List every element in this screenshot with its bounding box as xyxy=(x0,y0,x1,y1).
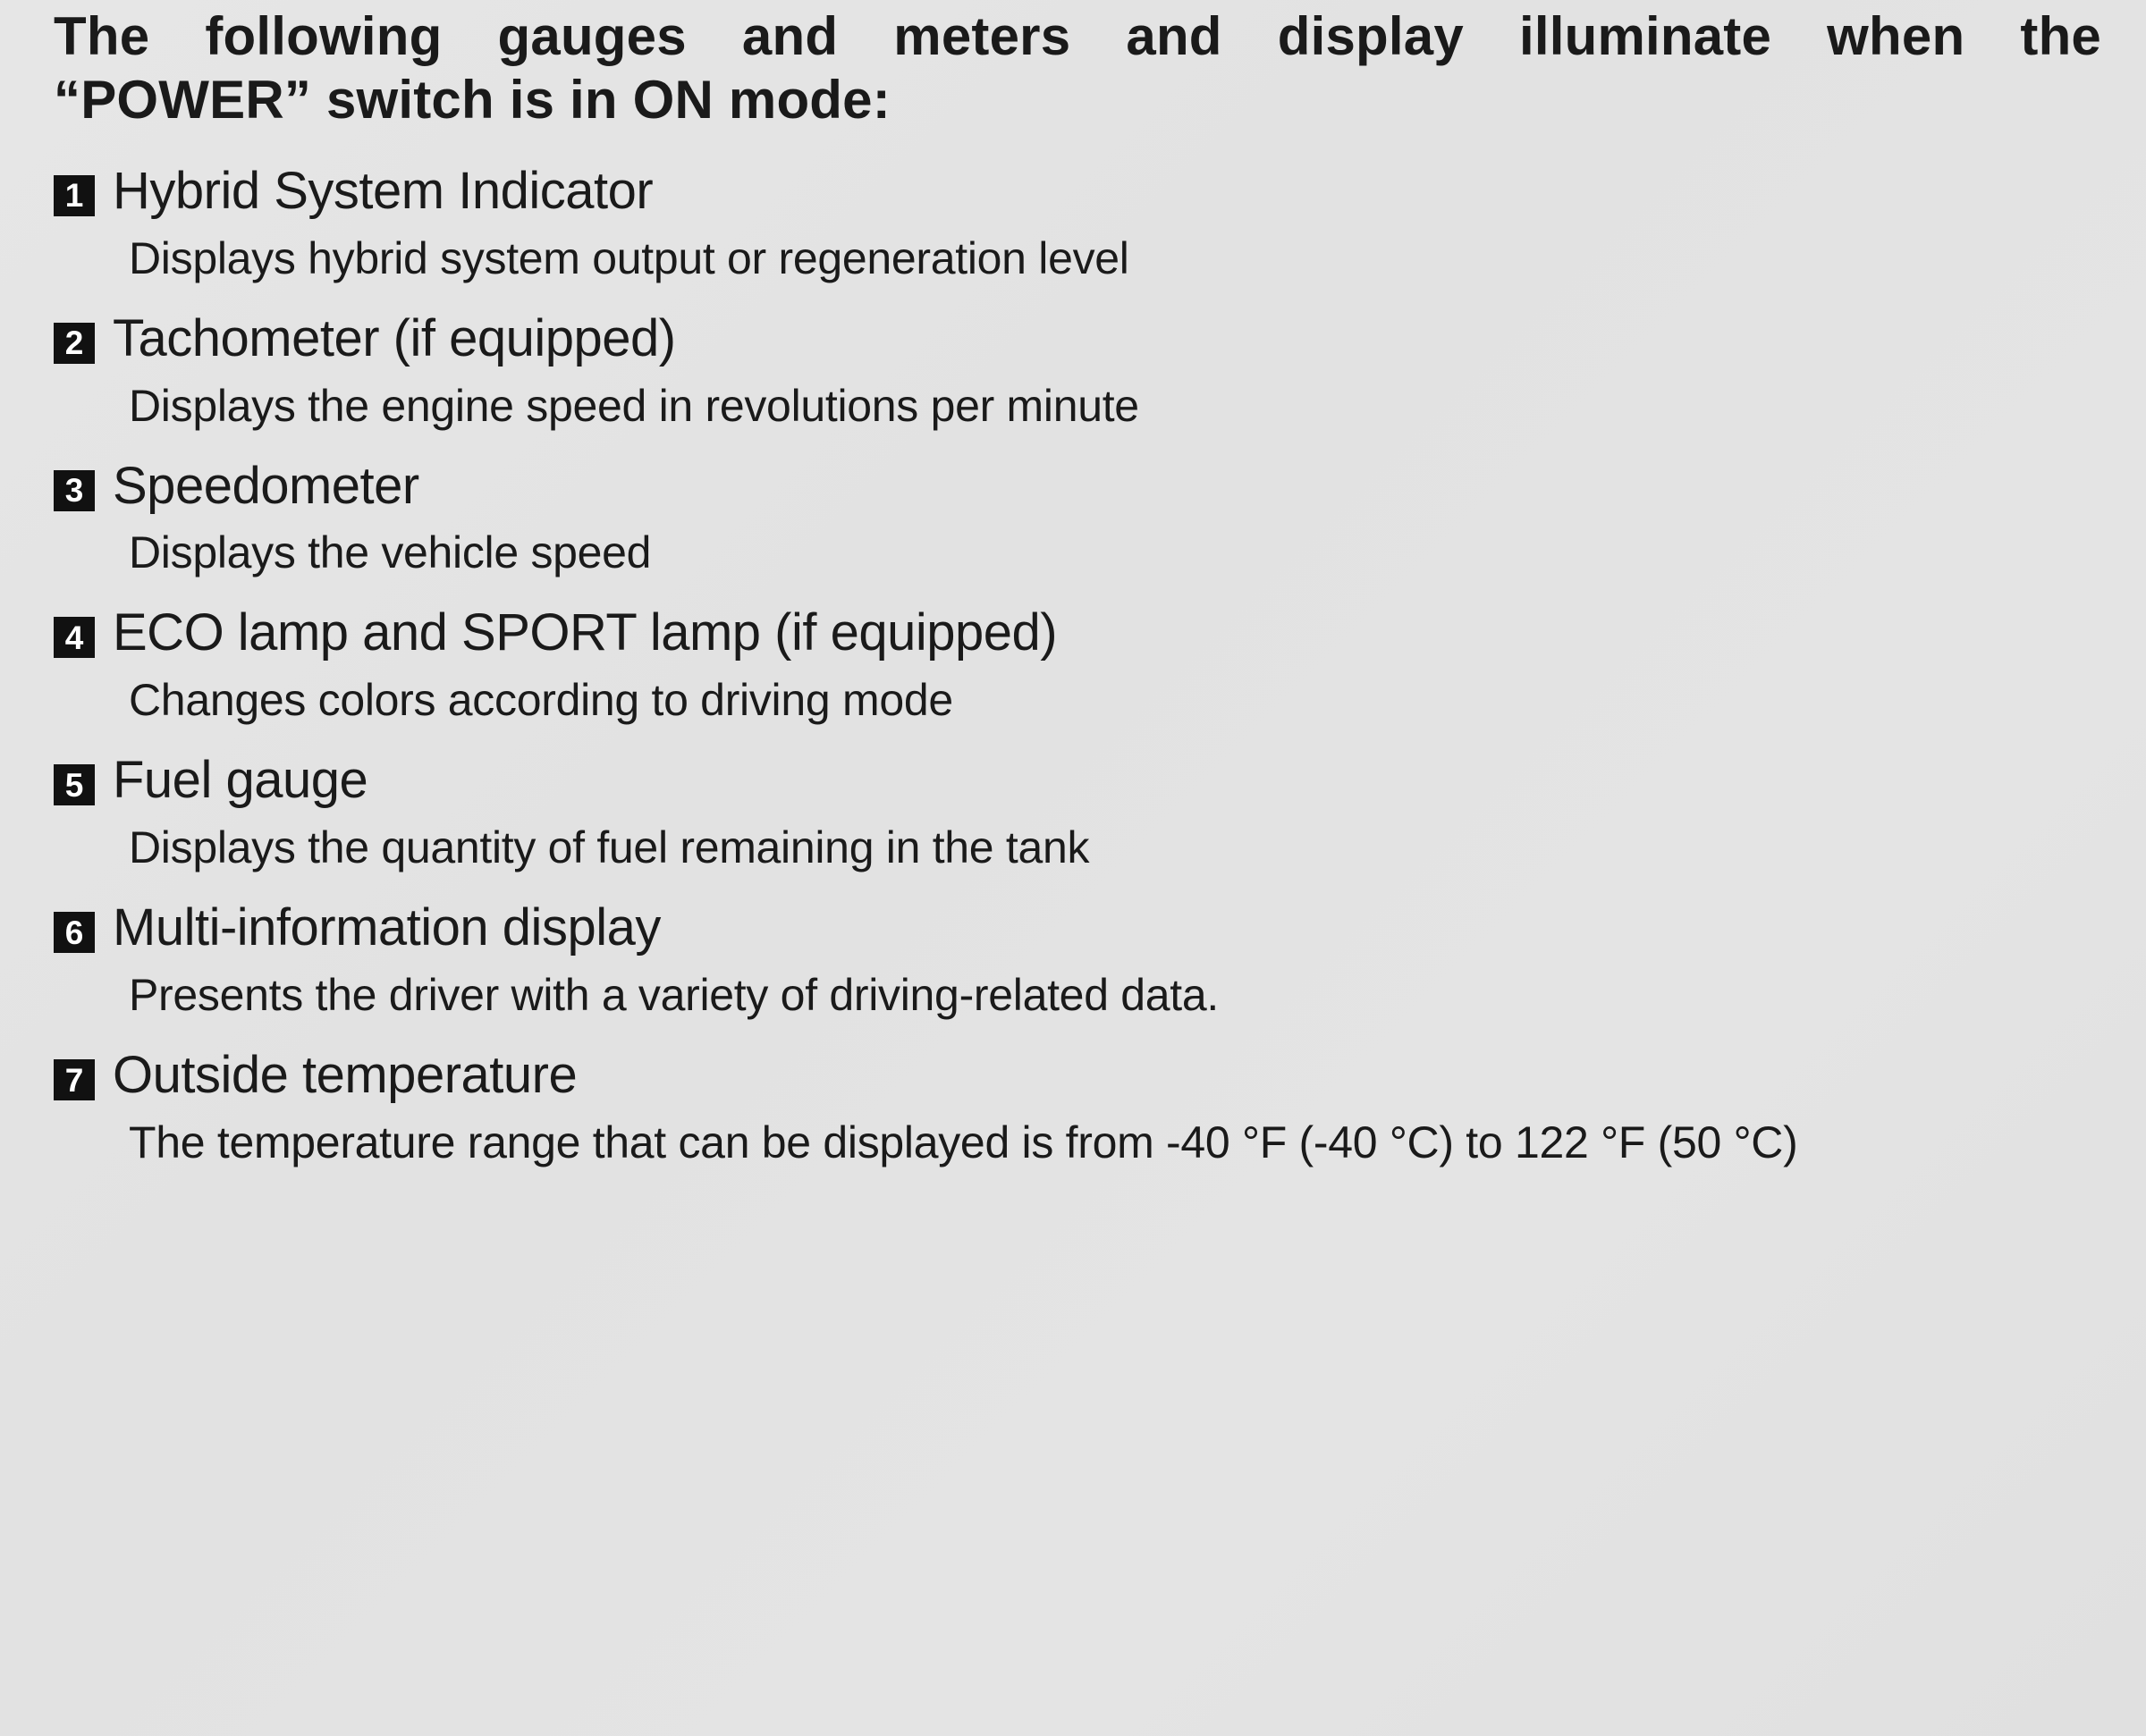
entry-title: Hybrid System Indicator xyxy=(113,161,654,220)
intro-line-2 xyxy=(54,69,2101,132)
intro-line-2-part1: “POWER” switch is in xyxy=(54,69,633,130)
list-item xyxy=(54,752,2092,874)
entry-description: Displays the vehicle speed xyxy=(129,527,652,578)
intro-paragraph xyxy=(54,0,2101,132)
callout-number-badge: 2 xyxy=(54,323,95,364)
entry-title: Fuel gauge xyxy=(113,751,368,810)
list-item xyxy=(54,310,2092,433)
entry-title: Speedometer xyxy=(113,456,419,515)
entry-title: Outside temperature xyxy=(113,1046,578,1105)
entry-description: Displays the engine speed in revolutions per minute xyxy=(129,380,1139,431)
list-item xyxy=(54,604,2092,727)
entry-header xyxy=(54,458,2092,516)
list-item xyxy=(54,458,2092,580)
callout-number-badge: 7 xyxy=(54,1059,95,1100)
entry-description: Displays the quantity of fuel remaining in the tank xyxy=(129,822,1090,873)
entry-description: Displays hybrid system output or regeneration level xyxy=(129,232,1129,283)
list-item xyxy=(54,899,2092,1022)
entry-title: Tachometer (if equipped) xyxy=(113,308,676,367)
entry-description: The temperature range that can be displayed is from -40 °F (-40 °C) to 122 °F (50 °C) xyxy=(129,1117,1798,1168)
list-item xyxy=(54,163,2092,285)
entry-description: Presents the driver with a variety of driving-related data. xyxy=(129,970,1219,1021)
entry-title: ECO lamp and SPORT lamp (if equipped) xyxy=(113,603,1058,662)
entry-header xyxy=(54,163,2092,221)
list-item xyxy=(54,1047,2092,1169)
intro-line-2-part3: mode: xyxy=(714,69,891,130)
entry-list xyxy=(54,163,2092,1170)
callout-number-badge: 5 xyxy=(54,764,95,805)
callout-number-badge: 3 xyxy=(54,470,95,511)
entry-description: Changes colors according to driving mode xyxy=(129,675,953,726)
entry-header xyxy=(54,310,2092,368)
callout-number-badge: 4 xyxy=(54,617,95,658)
entry-header xyxy=(54,899,2092,957)
intro-line-2-part2: ON xyxy=(632,69,714,130)
entry-header xyxy=(54,604,2092,662)
callout-number-badge: 1 xyxy=(54,175,95,216)
entry-header xyxy=(54,1047,2092,1105)
callout-number-badge: 6 xyxy=(54,912,95,953)
intro-line-1: The following gauges and meters and display illuminate when the xyxy=(54,6,2101,66)
entry-header xyxy=(54,752,2092,810)
entry-title: Multi-information display xyxy=(113,898,661,957)
